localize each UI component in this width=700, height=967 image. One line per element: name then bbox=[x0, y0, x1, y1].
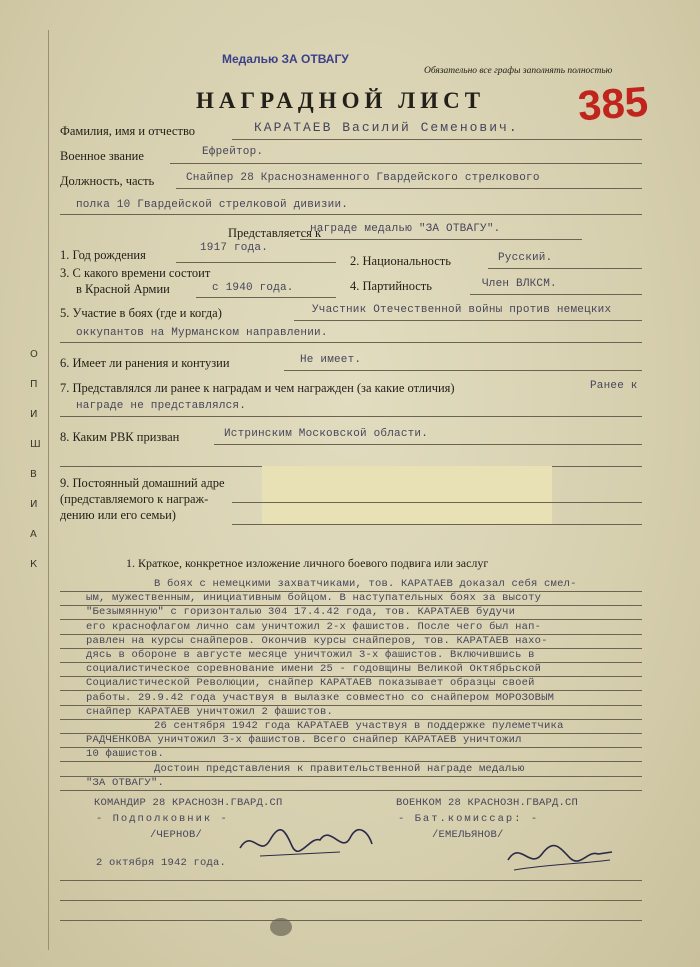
commander-title: КОМАНДИР 28 КРАСНОЗН.ГВАРД.СП bbox=[94, 797, 283, 809]
party-label: 4. Партийность bbox=[350, 279, 432, 293]
commander-signature bbox=[230, 810, 380, 870]
birth-year-label: 1. Год рождения bbox=[60, 248, 146, 262]
feat-line: 26 сентября 1942 года КАРАТАЕВ участвуя в поддержке пулеметчика bbox=[154, 720, 564, 732]
battles-label: 5. Участие в боях (где и когда) bbox=[60, 306, 222, 320]
commissar-signature bbox=[500, 830, 620, 880]
position-value-1: Снайпер 28 Краснознаменного Гвардейского стрелкового bbox=[186, 172, 540, 184]
commander-rank: - Подполковник - bbox=[96, 813, 229, 825]
commissar-rank: - Бат.комиссар: - bbox=[398, 813, 540, 825]
side-letter: В bbox=[30, 469, 37, 480]
prev-awards-value-1: Ранее к bbox=[590, 380, 638, 392]
address-label-1: 9. Постоянный домашний адре bbox=[60, 476, 225, 490]
prev-awards-label: 7. Представлялся ли ранее к наградам и чем награжден (за какие отличия) bbox=[60, 381, 455, 395]
feat-line: работы. 29.9.42 года участвуя в вылазке совместно со снайпером МОРОЗОВЫМ bbox=[86, 691, 555, 704]
side-letter: К bbox=[30, 559, 38, 570]
wounds-value: Не имеет. bbox=[300, 354, 362, 366]
feat-line: ым, мужественным, инициативным бойцом. В наступательных боях за высоту bbox=[86, 592, 542, 605]
red-number: 385 bbox=[576, 77, 650, 130]
address-label-2: (представляемого к награж- bbox=[60, 492, 209, 506]
side-vertical-text bbox=[30, 350, 44, 590]
document-date: 2 октября 1942 года. bbox=[96, 857, 227, 869]
party-value: Член ВЛКСМ. bbox=[482, 278, 557, 290]
punch-hole bbox=[270, 918, 292, 936]
feat-line: Социалистической Революции, снайпер КАРАТАЕВ показывает образцы своей bbox=[86, 677, 535, 690]
side-letter: А bbox=[30, 529, 37, 540]
medal-stamp: Медалью ЗА ОТВАГУ bbox=[222, 52, 349, 66]
presented-value: награде медалью "ЗА ОТВАГУ". bbox=[310, 223, 501, 235]
presented-label: Представляется к bbox=[228, 226, 322, 240]
commissar-name: /ЕМЕЛЬЯНОВ/ bbox=[432, 829, 504, 841]
battles-value-1: Участник Отечественной войны против немецких bbox=[312, 304, 612, 316]
commissar-title: ВОЕНКОМ 28 КРАСНОЗН.ГВАРД.СП bbox=[396, 797, 579, 809]
feat-line: снайпер КАРАТАЕВ уничтожил 2 фашистов. bbox=[86, 705, 334, 718]
nationality-label: 2. Национальность bbox=[350, 254, 451, 268]
feat-line: "ЗА ОТВАГУ". bbox=[86, 776, 165, 789]
feat-heading: 1. Краткое, конкретное изложение личного боевого подвига или заслуг bbox=[126, 556, 489, 570]
rank-label: Военное звание bbox=[60, 149, 144, 163]
rvk-label: 8. Каким РВК призван bbox=[60, 430, 180, 444]
feat-line: РАДЧЕНКОВА уничтожил 3-х фашистов. Всего снайпер КАРАТАЕВ уничтожил bbox=[86, 734, 522, 747]
commander-name: /ЧЕРНОВ/ bbox=[150, 829, 203, 841]
feat-line: дясь в обороне в августе месяце уничтожил 3-х фашистов. Включившись в bbox=[86, 649, 535, 661]
feat-line: В боях с немецкими захватчиками, тов. КАРАТАЕВ доказал себя смел- bbox=[154, 578, 577, 590]
army-since-label-1: 3. С какого времени состоит bbox=[60, 266, 211, 280]
feat-line: его краснофлагом лично сам уничтожил 2-х фашистов. После чего был нап- bbox=[86, 620, 542, 633]
wounds-label: 6. Имеет ли ранения и контузии bbox=[60, 356, 230, 370]
feat-line: Достоин представления к правительственной награде медалью bbox=[154, 762, 525, 775]
notice-text: Обязательно все графы заполнять полностью bbox=[424, 66, 613, 76]
name-label: Фамилия, имя и отчество bbox=[60, 124, 196, 138]
page-title: НАГРАДНОЙ ЛИСТ bbox=[196, 88, 486, 113]
prev-awards-value-2: награде не представлялся. bbox=[76, 400, 247, 412]
side-letter: П bbox=[30, 379, 38, 390]
side-letter: Ш bbox=[30, 439, 41, 450]
feat-line: социалистическое соревнование имени 25 - годовщины Великой Октябрьской bbox=[86, 663, 542, 676]
side-letter: И bbox=[30, 409, 38, 420]
redacted-address-area bbox=[262, 466, 552, 524]
nationality-value: Русский. bbox=[498, 252, 553, 264]
position-label: Должность, часть bbox=[60, 174, 155, 188]
rank-value: Ефрейтор. bbox=[202, 146, 264, 158]
army-since-label-2: в Красной Армии bbox=[76, 282, 170, 296]
side-letter: О bbox=[30, 349, 38, 360]
army-since-value: с 1940 года. bbox=[212, 282, 294, 294]
name-value: КАРАТАЕВ Василий Семенович. bbox=[254, 120, 519, 135]
birth-year-value: 1917 года. bbox=[200, 242, 269, 254]
rvk-value: Истринским Московской области. bbox=[224, 428, 429, 440]
side-letter: И bbox=[30, 499, 38, 510]
margin-line bbox=[48, 30, 49, 950]
address-label-3: дению или его семьи) bbox=[60, 508, 176, 522]
battles-value-2: оккупантов на Мурманском направлении. bbox=[76, 327, 328, 339]
feat-line: равлен на курсы снайперов. Окончив курсы снайперов, тов. КАРАТАЕВ нахо- bbox=[86, 634, 548, 647]
position-value-2: полка 10 Гвардейской стрелковой дивизии. bbox=[76, 199, 349, 211]
feat-line: 10 фашистов. bbox=[86, 748, 165, 761]
feat-line: "Безымянную" с горизонталью 304 17.4.42 года, тов. КАРАТАЕВ будучи bbox=[86, 606, 516, 619]
